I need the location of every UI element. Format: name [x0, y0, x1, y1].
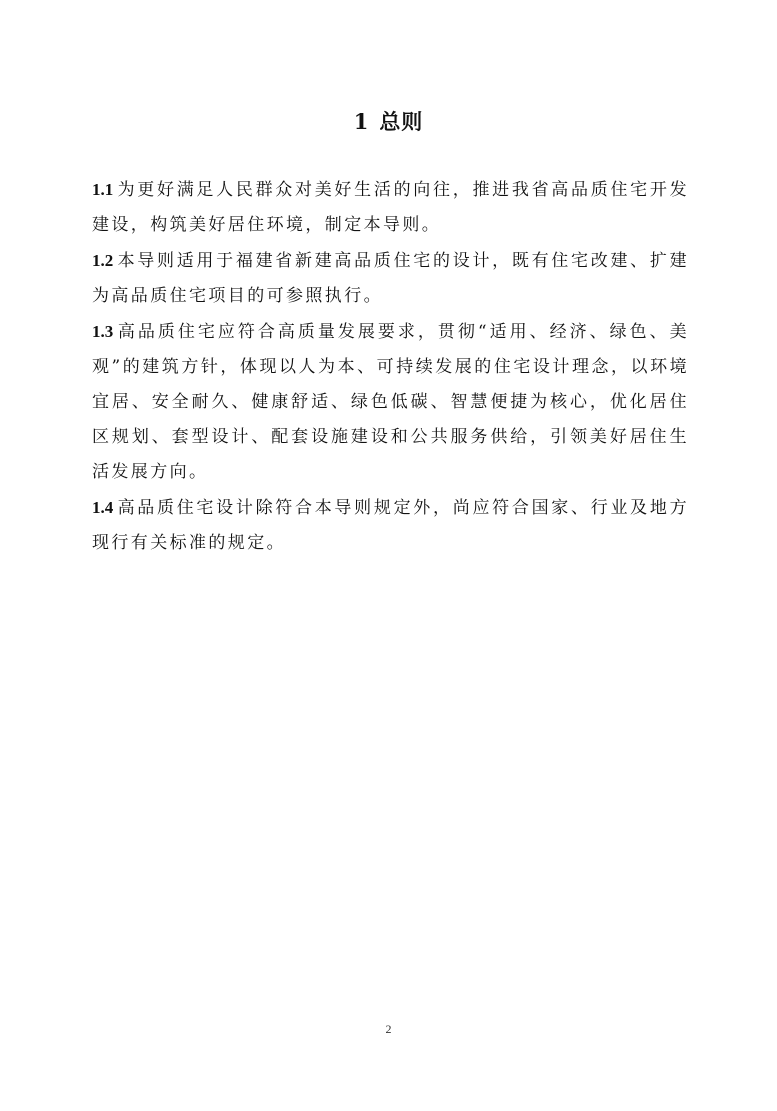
- clause-1-2: [92, 243, 689, 314]
- clause-text: 为更好满足人民群众对美好生活的向往，推进我省高品质住宅开发建设，构筑美好居住环境，制定本导则。: [92, 180, 689, 235]
- clause-text: 本导则适用于福建省新建高品质住宅的设计，既有住宅改建、扩建为高品质住宅项目的可参照执行。: [92, 251, 689, 306]
- clause-1-1: [92, 172, 689, 243]
- clause-1-4: [92, 490, 689, 561]
- chapter-title: [0, 106, 777, 136]
- chapter-body: [92, 172, 689, 561]
- clause-text: 高品质住宅设计除符合本导则规定外，尚应符合国家、行业及地方现行有关标准的规定。: [92, 498, 689, 553]
- clause-number: 1.2: [92, 251, 114, 270]
- clause-number: 1.1: [92, 180, 114, 199]
- clause-number: 1.3: [92, 322, 114, 341]
- chapter-title-text: 总则: [379, 109, 424, 134]
- clause-text: 高品质住宅应符合高质量发展要求，贯彻“适用、经济、绿色、美观”的建筑方针，体现以人为本、可持续发展的住宅设计理念，以环境宜居、安全耐久、健康舒适、绿色低碳、智慧便捷为核心，优化居住区规划、套型设计、配套设施建设和公共服务供给，引领美好居住生活发展方向。: [92, 322, 689, 482]
- page-number: 2: [385, 1022, 392, 1036]
- clause-number: 1.4: [92, 498, 114, 517]
- clause-1-3: [92, 314, 689, 490]
- chapter-number: 1: [353, 109, 370, 134]
